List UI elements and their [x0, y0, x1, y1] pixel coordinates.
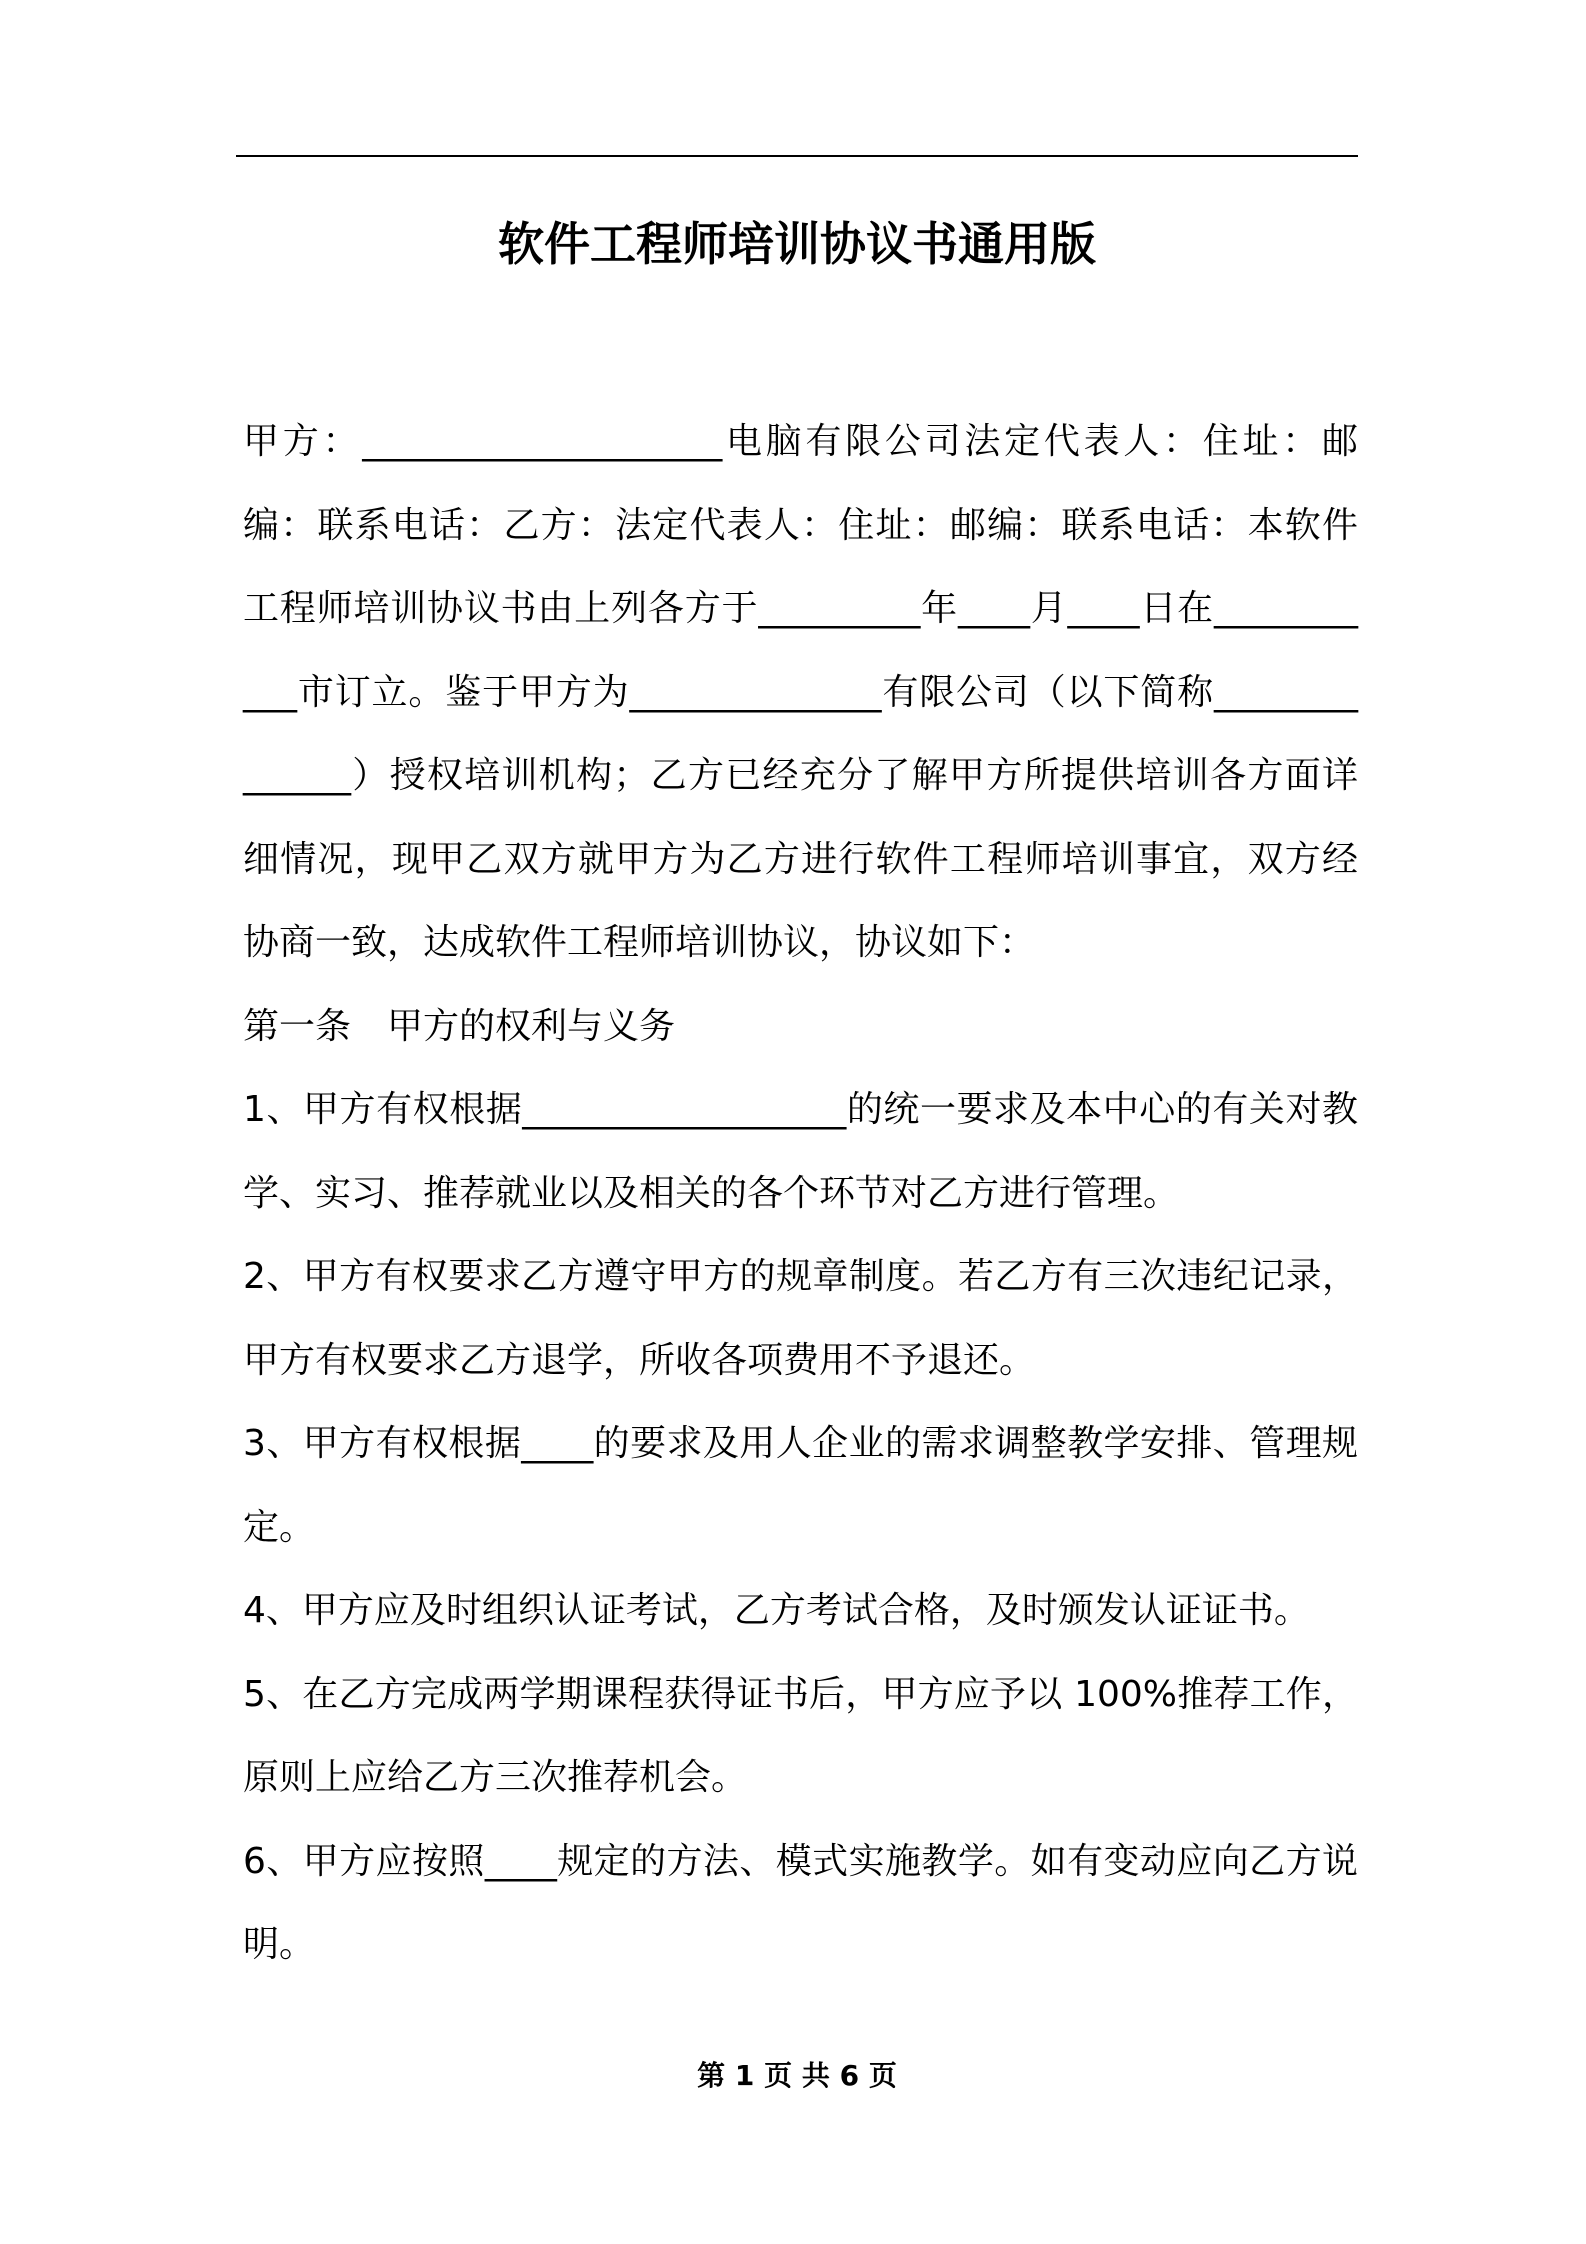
header-rule [236, 155, 1358, 157]
total-page-count: 6 [839, 2059, 860, 2092]
clause-2: 2、甲方有权要求乙方遵守甲方的规章制度。若乙方有三次违纪记录，甲方有权要求乙方退学，所收各项费用不予退还。 [243, 1256, 1358, 1381]
article-heading: 第一条 甲方的权利与义务 [243, 1005, 676, 1047]
document-title: 软件工程师培训协议书通用版 [498, 217, 1096, 271]
clause-6: 6、甲方应按照____规定的方法、模式实施教学。如有变动应向乙方说明。 [243, 1840, 1358, 1965]
page-middle: 页 共 [754, 2059, 840, 2092]
document-body [243, 400, 1358, 1987]
preamble-paragraph: 甲方：____________________电脑有限公司法定代表人：住址：邮编：联系电话：乙方：法定代表人：住址：邮编：联系电话：本软件工程师培训协议书由上列各方于_________年____月____日在___________市订立。鉴于甲方为______________有限公司（以下简称______________）授权培训机构；乙方已经充分了解甲方所提供培训各方面详细情况，现甲乙双方就甲方为乙方进行软件工程师培训事宜，双方经协商一致，达成软件工程师培训协议，协议如下： [243, 421, 1358, 963]
clause-1: 1、甲方有权根据__________________的统一要求及本中心的有关对教学、实习、推荐就业以及相关的各个环节对乙方进行管理。 [243, 1089, 1358, 1214]
page-prefix: 第 [697, 2059, 735, 2092]
clause-3: 3、甲方有权根据____的要求及用人企业的需求调整教学安排、管理规定。 [243, 1423, 1358, 1548]
page-number-footer [236, 2056, 1358, 2096]
current-page-number: 1 [734, 2059, 755, 2092]
page-suffix: 页 [859, 2059, 897, 2092]
clause-4: 4、甲方应及时组织认证考试，乙方考试合格，及时颁发认证证书。 [243, 1590, 1310, 1631]
clause-5: 5、在乙方完成两学期课程获得证书后，甲方应予以 100%推荐工作，原则上应给乙方三次推荐机会。 [243, 1673, 1358, 1798]
